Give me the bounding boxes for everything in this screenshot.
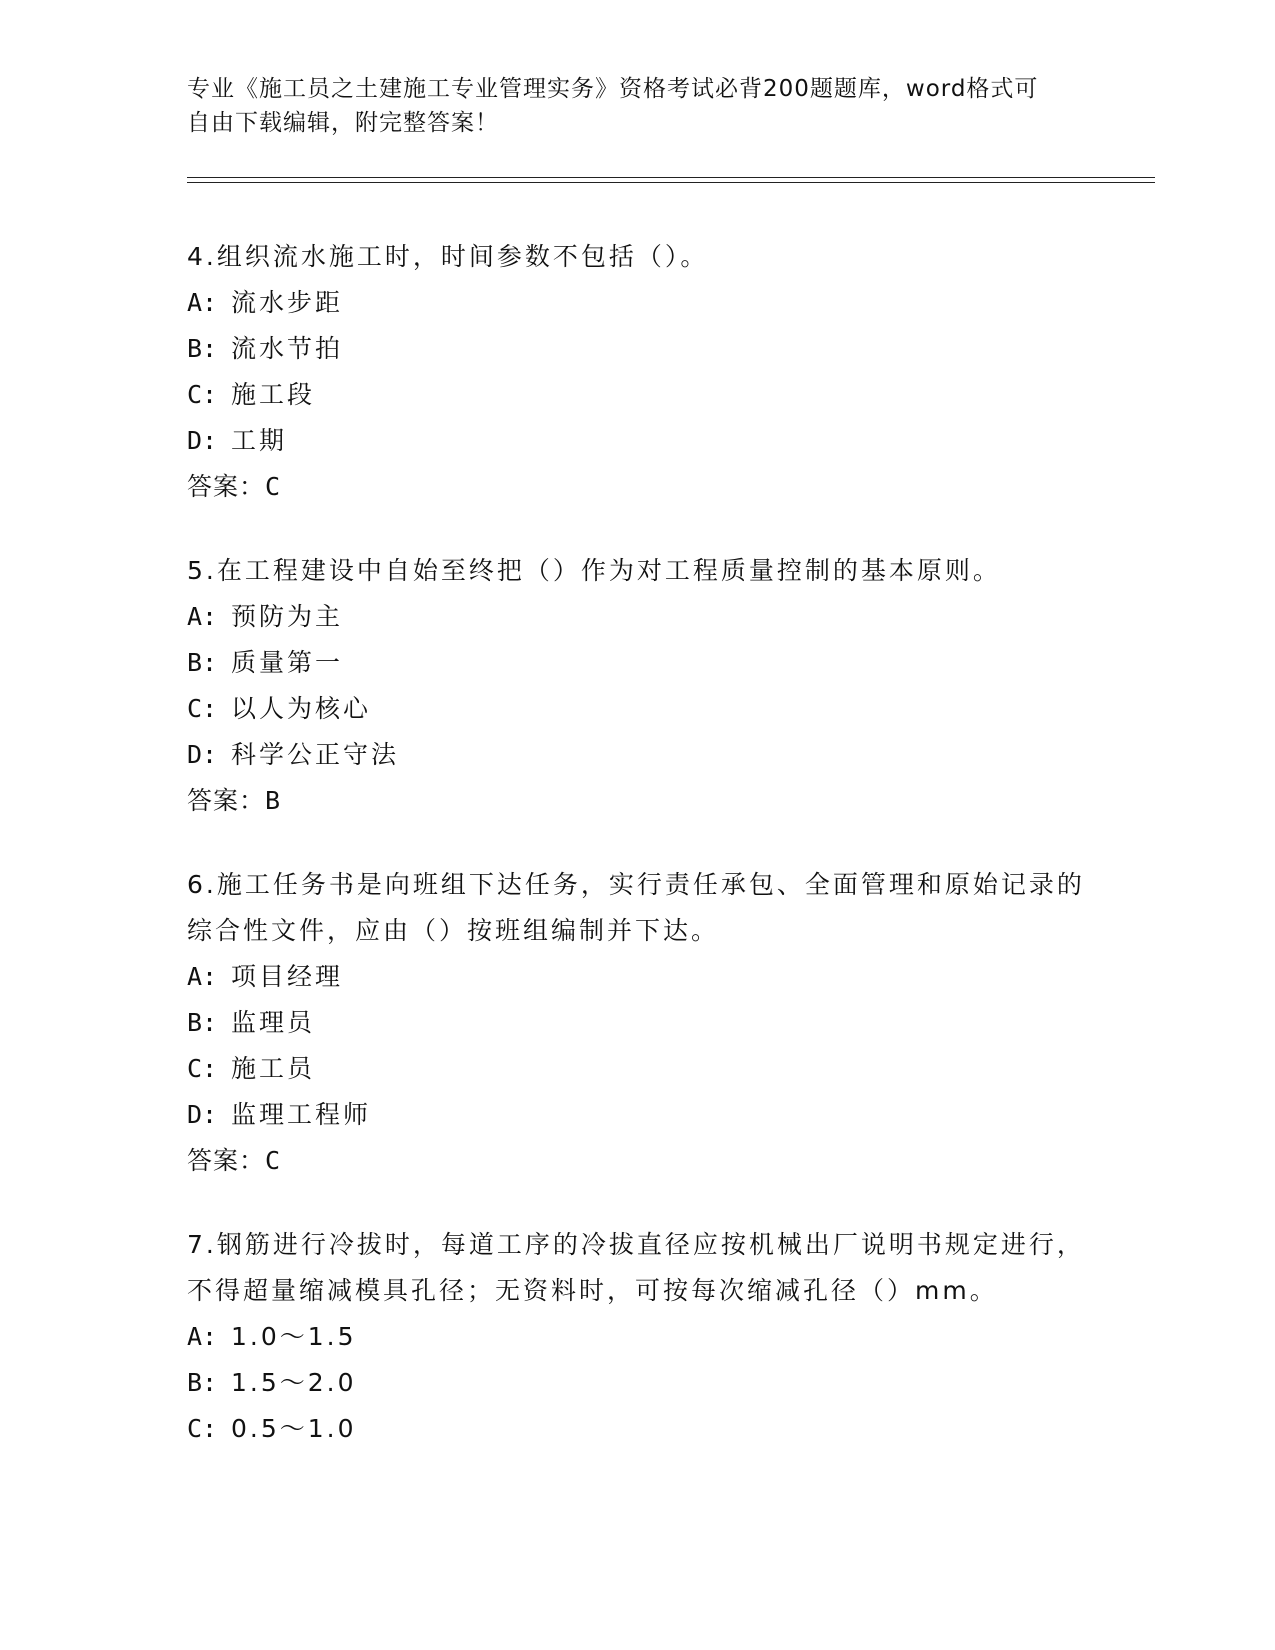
option-text: 工期 bbox=[231, 426, 288, 455]
question-stem: 5.在工程建设中自始至终把（）作为对工程质量控制的基本原则。 bbox=[187, 556, 1001, 585]
option-a bbox=[187, 954, 1087, 1000]
option-letter: A: bbox=[187, 602, 218, 631]
option-c bbox=[187, 686, 1087, 732]
option-a bbox=[187, 1314, 1087, 1360]
option-letter: A: bbox=[187, 1322, 218, 1351]
option-a bbox=[187, 594, 1087, 640]
answer-line bbox=[187, 464, 1087, 510]
document-header bbox=[187, 72, 1067, 140]
option-letter: D: bbox=[187, 426, 218, 455]
question-stem: 4.组织流水施工时，时间参数不包括（）。 bbox=[187, 242, 709, 271]
question-item bbox=[187, 234, 1087, 510]
option-letter: C: bbox=[187, 1054, 218, 1083]
option-letter: A: bbox=[187, 288, 218, 317]
option-text: 流水步距 bbox=[231, 288, 344, 317]
header-divider-top bbox=[187, 177, 1155, 178]
option-text: 以人为核心 bbox=[231, 694, 372, 723]
option-text: 监理工程师 bbox=[231, 1100, 372, 1129]
option-text: 施工员 bbox=[231, 1054, 316, 1083]
question-list bbox=[187, 234, 1087, 1490]
option-c bbox=[187, 1406, 1087, 1452]
option-text: 1.0～1.5 bbox=[231, 1322, 357, 1351]
option-text: 流水节拍 bbox=[231, 334, 344, 363]
option-text: 0.5～1.0 bbox=[231, 1414, 357, 1443]
option-c bbox=[187, 1046, 1087, 1092]
option-letter: C: bbox=[187, 694, 218, 723]
answer-line bbox=[187, 778, 1087, 824]
question-stem: 6.施工任务书是向班组下达任务，实行责任承包、全面管理和原始记录的综合性文件，应由（）按班组编制并下达。 bbox=[187, 870, 1085, 945]
option-letter: A: bbox=[187, 962, 218, 991]
option-letter: B: bbox=[187, 648, 218, 677]
option-b bbox=[187, 640, 1087, 686]
option-letter: B: bbox=[187, 334, 218, 363]
question-item bbox=[187, 862, 1087, 1184]
answer-label: 答案： bbox=[187, 472, 266, 501]
answer-label: 答案： bbox=[187, 786, 266, 815]
option-b bbox=[187, 1000, 1087, 1046]
option-c bbox=[187, 372, 1087, 418]
option-letter: C: bbox=[187, 1414, 218, 1443]
option-letter: D: bbox=[187, 1100, 218, 1129]
option-d bbox=[187, 732, 1087, 778]
option-a bbox=[187, 280, 1087, 326]
option-b bbox=[187, 326, 1087, 372]
answer-value: B bbox=[265, 786, 282, 815]
option-text: 预防为主 bbox=[231, 602, 344, 631]
answer-line bbox=[187, 1138, 1087, 1184]
answer-value: C bbox=[265, 472, 282, 501]
option-text: 科学公正守法 bbox=[231, 740, 400, 769]
header-line-2: 自由下载编辑，附完整答案！ bbox=[187, 110, 499, 136]
option-letter: B: bbox=[187, 1368, 218, 1397]
option-d bbox=[187, 1092, 1087, 1138]
question-stem: 7.钢筋进行冷拔时，每道工序的冷拔直径应按机械出厂说明书规定进行，不得超量缩减模具孔径；无资料时，可按每次缩减孔径（）mm。 bbox=[187, 1230, 1085, 1305]
option-text: 项目经理 bbox=[231, 962, 344, 991]
option-letter: D: bbox=[187, 740, 218, 769]
option-text: 监理员 bbox=[231, 1008, 316, 1037]
answer-label: 答案： bbox=[187, 1146, 266, 1175]
question-item bbox=[187, 548, 1087, 824]
option-letter: B: bbox=[187, 1008, 218, 1037]
option-text: 1.5～2.0 bbox=[231, 1368, 357, 1397]
question-item bbox=[187, 1222, 1087, 1452]
option-d bbox=[187, 418, 1087, 464]
option-text: 质量第一 bbox=[231, 648, 344, 677]
header-line-1: 专业《施工员之土建施工专业管理实务》资格考试必背200题题库，word格式可 bbox=[187, 76, 1039, 102]
option-letter: C: bbox=[187, 380, 218, 409]
header-divider-bottom bbox=[187, 182, 1155, 183]
option-b bbox=[187, 1360, 1087, 1406]
option-text: 施工段 bbox=[231, 380, 316, 409]
answer-value: C bbox=[265, 1146, 282, 1175]
